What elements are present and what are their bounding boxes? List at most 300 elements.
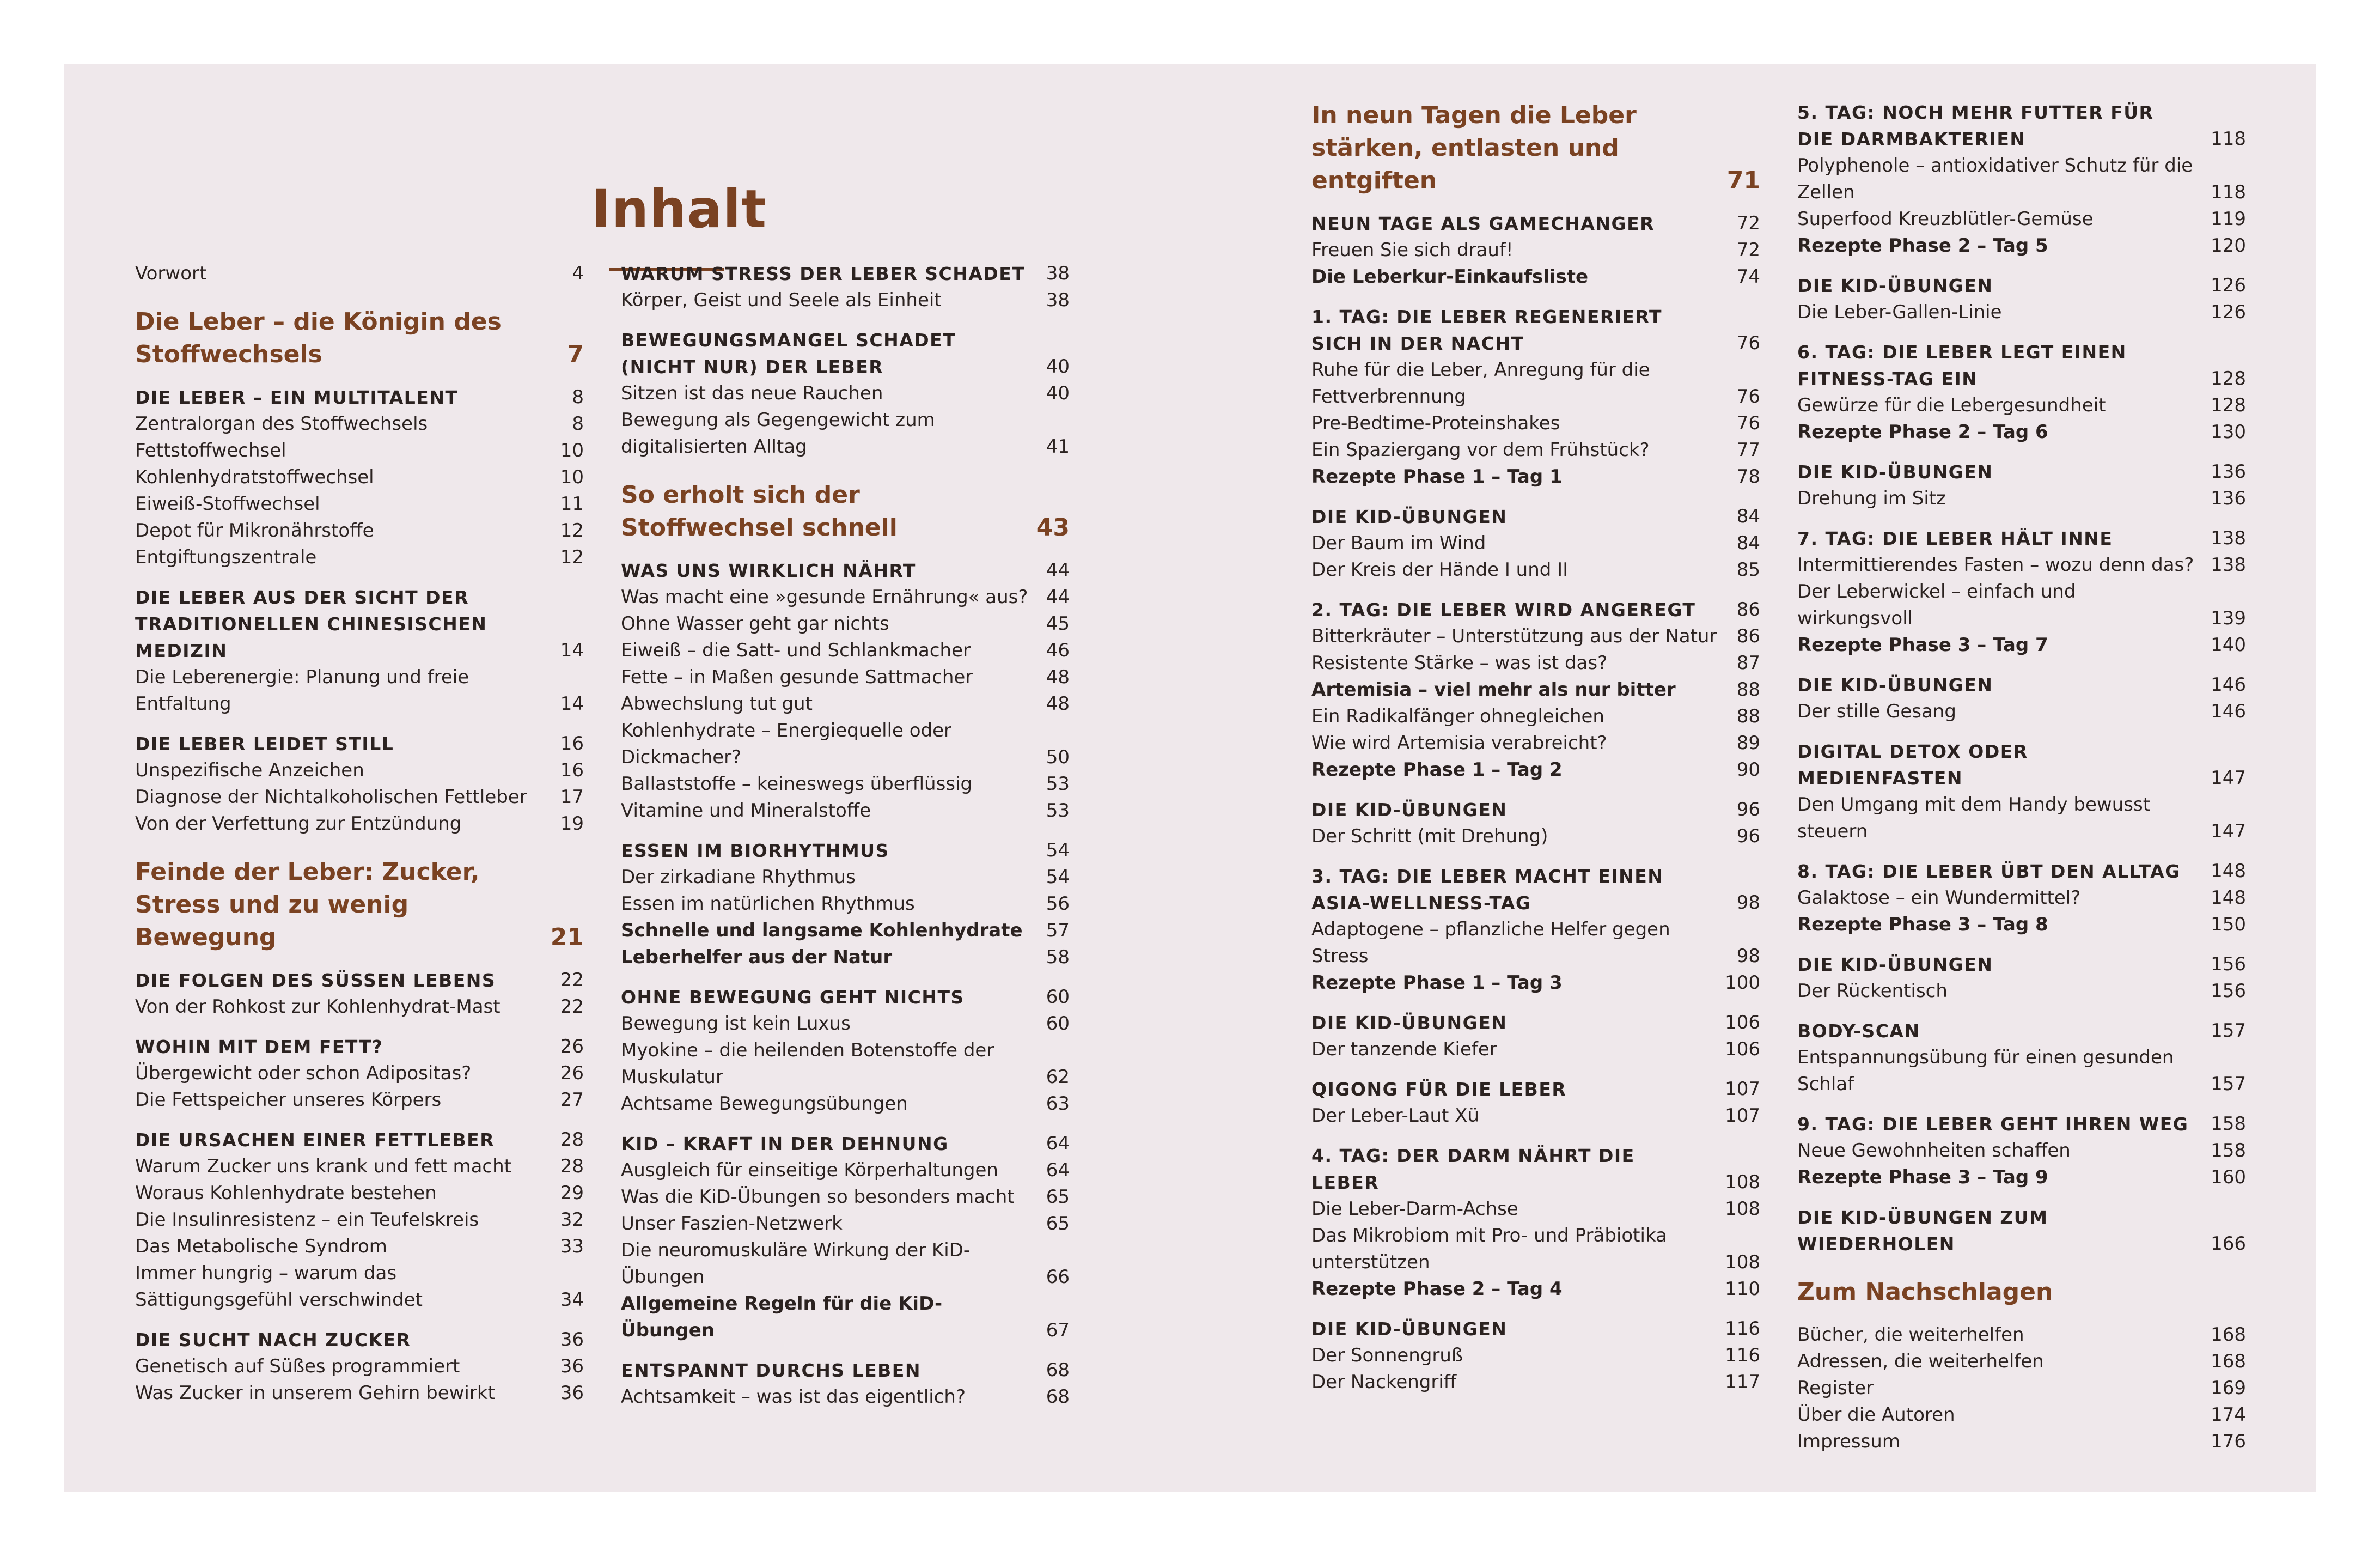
chapter-title: Zum Nachschlagen <box>1797 1278 2053 1306</box>
toc-entry <box>1311 1342 1760 1369</box>
toc-entry-title: DIE LEBER LEIDET STILL <box>135 733 394 755</box>
toc-page-number: 54 <box>1046 840 1070 861</box>
toc-entry-title: BEWEGUNGSMANGEL SCHADET (NICHT NUR) DER LEBER <box>621 330 956 378</box>
toc-entry <box>1797 698 2246 725</box>
toc-section-heading <box>1311 796 1760 823</box>
toc-entry-title: Freuen Sie sich drauf! <box>1311 239 1514 261</box>
toc-page-number: 60 <box>1046 986 1070 1008</box>
toc-entry <box>135 994 584 1020</box>
toc-page-number: 40 <box>1046 382 1070 404</box>
toc-section <box>135 384 584 571</box>
toc-entry-title: DIE URSACHEN EINER FETTLEBER <box>135 1129 495 1151</box>
toc-page-number: 53 <box>1046 773 1070 795</box>
toc-section-heading <box>621 327 1070 380</box>
toc-entry-title: Was Zucker in unserem Gehirn bewirkt <box>135 1382 495 1404</box>
toc-page-number: 98 <box>1736 945 1760 967</box>
toc-page-number: 28 <box>560 1129 584 1151</box>
toc-section <box>1797 672 2246 725</box>
toc-entry-title: Ballaststoffe – keineswegs überflüssig <box>621 773 973 795</box>
toc-page-number: 140 <box>2211 634 2246 656</box>
toc-section <box>621 1130 1070 1344</box>
toc-entry <box>1797 1348 2246 1375</box>
toc-entry-title: Körper, Geist und Seele als Einheit <box>621 289 942 311</box>
toc-entry <box>135 518 584 544</box>
toc-page-number: 36 <box>560 1329 584 1351</box>
toc-section <box>135 731 584 837</box>
toc-entry <box>1797 1402 2246 1428</box>
toc-page-number: 176 <box>2211 1431 2246 1452</box>
chapter-title: So erholt sich der Stoffwechsel schnell <box>621 481 898 542</box>
toc-entry-title: WARUM STRESS DER LEBER SCHADET <box>621 263 1026 284</box>
toc-entry <box>1797 911 2246 938</box>
toc-entry <box>135 544 584 571</box>
toc-entry <box>135 1153 584 1180</box>
toc-section-heading <box>1797 1204 2246 1257</box>
toc-entry-title: Der zirkadiane Rhythmus <box>621 866 856 888</box>
toc-section <box>1311 1009 1760 1063</box>
toc-entry-title: Bitterkräuter – Unterstützung aus der Natur <box>1311 625 1717 647</box>
toc-entry-title: WAS UNS WIRKLICH NÄHRT <box>621 560 916 581</box>
toc-entry <box>1797 552 2246 579</box>
toc-entry <box>1311 623 1760 650</box>
toc-entry <box>1311 357 1760 410</box>
toc-page-number: 128 <box>2211 394 2246 416</box>
toc-entry <box>621 1091 1070 1117</box>
chapter-heading <box>621 479 1070 544</box>
toc-section <box>135 1327 584 1407</box>
toc-entry-title: Rezepte Phase 3 – Tag 8 <box>1797 914 2048 935</box>
toc-entry-title: Was macht eine »gesunde Ernährung« aus? <box>621 586 1028 608</box>
toc-page-number: 22 <box>560 969 584 991</box>
toc-page-number: 86 <box>1736 625 1760 647</box>
toc-entry-title: Vitamine und Mineralstoffe <box>621 800 871 822</box>
toc-page-number: 72 <box>1736 239 1760 261</box>
toc-page-number: 110 <box>1725 1278 1760 1300</box>
toc-page-number: 63 <box>1046 1093 1070 1115</box>
toc-entry <box>135 464 584 491</box>
chapter-title: In neun Tagen die Leber stärken, entlasten und entgiften <box>1311 101 1637 194</box>
toc-entry <box>135 1060 584 1087</box>
toc-page-number: 28 <box>560 1155 584 1177</box>
toc-entry-title: Bücher, die weiterhelfen <box>1797 1324 2024 1346</box>
toc-entry-title: 7. TAG: DIE LEBER HÄLT INNE <box>1797 528 2113 549</box>
toc-page-number: 117 <box>1725 1371 1760 1393</box>
toc-entry-title: DIGITAL DETOX ODER MEDIENFASTEN <box>1797 741 2028 789</box>
toc-entry-title: Der Nackengriff <box>1311 1371 1457 1393</box>
toc-entry <box>135 411 584 437</box>
toc-section-heading <box>621 984 1070 1011</box>
toc-page-number: 29 <box>560 1182 584 1204</box>
toc-entry-title: Achtsamkeit – was ist das eigentlich? <box>621 1386 966 1408</box>
toc-page-number: 128 <box>2211 368 2246 390</box>
toc-entry <box>1797 632 2246 659</box>
toc-page-number: 68 <box>1046 1359 1070 1381</box>
chapter-heading <box>1797 1276 2246 1309</box>
toc-section <box>1311 1076 1760 1129</box>
toc-entry <box>1311 1369 1760 1396</box>
toc-entry-title: Eiweiß-Stoffwechsel <box>135 493 320 515</box>
toc-entry <box>621 1211 1070 1237</box>
toc-entry <box>1797 153 2246 206</box>
toc-entry <box>621 917 1070 944</box>
toc-entry-title: DIE KID-ÜBUNGEN <box>1797 275 1993 296</box>
toc-entry-title: Abwechslung tut gut <box>621 693 813 715</box>
toc-entry <box>135 437 584 464</box>
chapter-page-number: 21 <box>550 923 584 951</box>
toc-entry <box>1797 978 2246 1005</box>
toc-page-number: 62 <box>1046 1066 1070 1088</box>
toc-entry-title: Polyphenole – antioxidativer Schutz für die Zellen <box>1797 155 2193 203</box>
toc-entry <box>1311 1036 1760 1063</box>
toc-entry-title: Das Metabolische Syndrom <box>135 1236 387 1257</box>
chapter-page-number: 7 <box>567 340 584 368</box>
toc-entry-title: Depot für Mikronährstoffe <box>135 520 374 542</box>
toc-entry <box>621 1237 1070 1291</box>
toc-entry-title: Impressum <box>1797 1431 1900 1452</box>
toc-page-number: 118 <box>2211 128 2246 150</box>
toc-entry <box>621 1184 1070 1211</box>
toc-page-number: 76 <box>1736 412 1760 434</box>
toc-section <box>1311 303 1760 490</box>
toc-page-number: 168 <box>2211 1324 2246 1346</box>
toc-entry-title: 4. TAG: DER DARM NÄHRT DIE LEBER <box>1311 1145 1635 1193</box>
toc-page-number: 136 <box>2211 461 2246 483</box>
toc-entry-title: Ausgleich für einseitige Körperhaltungen <box>621 1159 998 1181</box>
toc-entry-title: Bewegung ist kein Luxus <box>621 1013 851 1035</box>
toc-page-number: 84 <box>1736 532 1760 554</box>
toc-entry <box>1797 206 2246 233</box>
toc-entry-title: ESSEN IM BIORHYTHMUS <box>621 840 889 861</box>
toc-page-number: 76 <box>1736 386 1760 408</box>
toc-page-number: 10 <box>560 440 584 461</box>
toc-section-heading <box>1797 459 2246 485</box>
toc-entry <box>1797 579 2246 632</box>
toc-entry-title: 5. TAG: NOCH MEHR FUTTER FÜR DIE DARMBAKTERIEN <box>1797 102 2154 150</box>
toc-entry-title: Über die Autoren <box>1797 1404 1955 1426</box>
toc-entry-title: ENTSPANNT DURCHS LEBEN <box>621 1360 921 1381</box>
toc-entry-title: Adressen, die weiterhelfen <box>1797 1351 2044 1372</box>
toc-entry-title: Rezepte Phase 1 – Tag 3 <box>1311 972 1563 994</box>
toc-entry <box>621 664 1070 691</box>
toc-section-heading <box>135 1327 584 1353</box>
toc-page-number: 136 <box>2211 488 2246 509</box>
toc-entry-title: KID – KRAFT IN DER DEHNUNG <box>621 1133 949 1154</box>
toc-entry <box>1797 233 2246 259</box>
toc-page-number: 96 <box>1736 825 1760 847</box>
toc-section <box>1311 796 1760 850</box>
toc-section-heading <box>135 731 584 757</box>
toc-entry <box>135 1207 584 1233</box>
toc-entry-title: WOHIN MIT DEM FETT? <box>135 1036 383 1057</box>
toc-section-heading <box>135 967 584 994</box>
toc-section-heading <box>1311 597 1760 623</box>
toc-entry-title: DIE KID-ÜBUNGEN <box>1797 674 1993 696</box>
toc-page-number: 53 <box>1046 800 1070 822</box>
toc-entry-title: Rezepte Phase 2 – Tag 6 <box>1797 421 2048 443</box>
toc-page-number: 26 <box>560 1036 584 1057</box>
toc-page-number: 60 <box>1046 1013 1070 1035</box>
toc-entry <box>1311 530 1760 557</box>
toc-entry-title: Rezepte Phase 3 – Tag 7 <box>1797 634 2048 656</box>
toc-entry-title: Neue Gewohnheiten schaffen <box>1797 1140 2071 1161</box>
toc-entry-title: Der stille Gesang <box>1797 701 1956 722</box>
toc-entry-title: QIGONG FÜR DIE LEBER <box>1311 1079 1567 1100</box>
toc-entry-title: OHNE BEWEGUNG GEHT NICHTS <box>621 987 965 1008</box>
toc-entry-title: DIE KID-ÜBUNGEN <box>1311 506 1508 527</box>
toc-page-number: 146 <box>2211 674 2246 696</box>
toc-section-heading <box>1311 503 1760 530</box>
toc-entry <box>135 1087 584 1114</box>
toc-section <box>1311 1316 1760 1396</box>
toc-section-heading <box>1797 738 2246 792</box>
toc-entry <box>1311 1103 1760 1129</box>
toc-entry-title: Allgemeine Regeln für die KiD-Übungen <box>621 1293 943 1341</box>
toc-entry-title: Der Schritt (mit Drehung) <box>1311 825 1548 847</box>
toc-page-number: 130 <box>2211 421 2246 443</box>
toc-page-number: 119 <box>2211 208 2246 230</box>
toc-section <box>135 584 584 717</box>
toc-page-number: 120 <box>2211 235 2246 257</box>
toc-entry-title: Bewegung als Gegengewicht zum digitalisierten Alltag <box>621 409 935 458</box>
toc-section-heading <box>1797 1111 2246 1138</box>
toc-entry-title: Den Umgang mit dem Handy bewusst steuern <box>1797 794 2151 842</box>
toc-entry <box>1311 916 1760 970</box>
toc-page-number: 22 <box>560 996 584 1018</box>
toc-entry-title: Der Leberwickel – einfach und wirkungsvoll <box>1797 581 2076 629</box>
toc-entry-title: DIE KID-ÜBUNGEN <box>1311 799 1508 820</box>
toc-page-number: 4 <box>572 263 584 284</box>
toc-page-number: 76 <box>1736 332 1760 354</box>
toc-entry-title: DIE LEBER AUS DER SICHT DER TRADITIONELLEN CHINESISCHEN MEDIZIN <box>135 587 487 661</box>
toc-page-number: 108 <box>1725 1251 1760 1273</box>
toc-page-number: 57 <box>1046 920 1070 941</box>
toc-page-number: 66 <box>1046 1266 1070 1288</box>
toc-section-heading <box>621 557 1070 584</box>
toc-page-number: 98 <box>1736 892 1760 914</box>
toc-entry-title: Fette – in Maßen gesunde Sattmacher <box>621 666 973 688</box>
toc-page-number: 45 <box>1046 613 1070 635</box>
toc-entry <box>135 1180 584 1207</box>
toc-entry <box>135 1233 584 1260</box>
toc-entry <box>1311 703 1760 730</box>
toc-entry <box>1311 264 1760 290</box>
chapter-heading <box>135 306 584 371</box>
toc-page-number: 40 <box>1046 356 1070 378</box>
toc-page-number: 90 <box>1736 759 1760 781</box>
toc-page-number: 169 <box>2211 1377 2246 1399</box>
chapter-title: Feinde der Leber: Zucker, Stress und zu wenig Bewegung <box>135 858 480 951</box>
toc-page-number: 44 <box>1046 559 1070 581</box>
toc-entry <box>621 1291 1070 1344</box>
toc-page-number: 33 <box>560 1236 584 1257</box>
toc-page-number: 147 <box>2211 767 2246 789</box>
toc-page-number: 64 <box>1046 1133 1070 1154</box>
toc-section-heading <box>135 584 584 664</box>
toc-entry-title: Kohlenhydrate – Energiequelle oder Dickmacher? <box>621 720 952 768</box>
toc-section-heading <box>1311 863 1760 916</box>
toc-entry-title: Leberhelfer aus der Natur <box>621 946 893 968</box>
toc-page-number: 100 <box>1725 972 1760 994</box>
toc-entry-title: Die neuromuskuläre Wirkung der KiD-Übungen <box>621 1239 971 1288</box>
toc-entry <box>1311 1276 1760 1303</box>
chapter-page-number: 43 <box>1036 514 1070 542</box>
toc-entry <box>621 637 1070 664</box>
toc-entry-title: DIE LEBER – EIN MULTITALENT <box>135 387 459 408</box>
toc-entry-title: Der tanzende Kiefer <box>1311 1038 1497 1060</box>
chapter-heading <box>1311 99 1760 197</box>
toc-page-number: 41 <box>1046 436 1070 458</box>
toc-page-number: 146 <box>2211 701 2246 722</box>
toc-entry <box>135 664 584 717</box>
toc-section <box>1797 99 2246 259</box>
toc-entry-title: Entspannungsübung für einen gesunden Schlaf <box>1797 1047 2174 1095</box>
toc-entry-title: DIE FOLGEN DES SÜSSEN LEBENS <box>135 970 496 991</box>
toc-section <box>135 260 584 287</box>
toc-entry-title: Ruhe für die Leber, Anregung für die Fettverbrennung <box>1311 359 1650 408</box>
toc-entry-title: DIE KID-ÜBUNGEN <box>1311 1318 1508 1340</box>
toc-page-number: 48 <box>1046 693 1070 715</box>
toc-page-number: 74 <box>1736 266 1760 288</box>
toc-entry <box>135 260 584 287</box>
toc-page-number: 107 <box>1725 1078 1760 1100</box>
toc-section-heading <box>621 260 1070 287</box>
toc-entry <box>621 1384 1070 1410</box>
toc-entry-title: Vorwort <box>135 263 207 284</box>
toc-page-number: 78 <box>1736 466 1760 488</box>
toc-page-number: 157 <box>2211 1073 2246 1095</box>
toc-page-number: 139 <box>2211 607 2246 629</box>
toc-entry-title: DIE SUCHT NACH ZUCKER <box>135 1329 411 1351</box>
toc-page-number: 44 <box>1046 586 1070 608</box>
toc-page-number: 116 <box>1725 1318 1760 1340</box>
toc-section <box>135 1033 584 1114</box>
toc-section <box>1797 339 2246 446</box>
toc-entry-title: Das Mikrobiom mit Pro- und Präbiotika unterstützen <box>1311 1225 1667 1273</box>
toc-entry <box>1311 970 1760 996</box>
toc-page-number: 14 <box>560 693 584 715</box>
toc-page-number: 150 <box>2211 914 2246 935</box>
toc-section <box>1797 525 2246 659</box>
toc-entry-title: Fettstoffwechsel <box>135 440 286 461</box>
toc-entry-title: Register <box>1797 1377 1874 1399</box>
toc-page-number: 27 <box>560 1089 584 1111</box>
toc-page-number: 58 <box>1046 946 1070 968</box>
toc-page-number: 19 <box>560 813 584 835</box>
toc-section <box>621 260 1070 314</box>
toc-entry <box>1797 1428 2246 1455</box>
chapter-heading <box>135 856 584 954</box>
toc-entry-title: Rezepte Phase 1 – Tag 2 <box>1311 759 1563 781</box>
toc-page-number: 65 <box>1046 1186 1070 1208</box>
toc-section-heading <box>135 384 584 411</box>
toc-page-number: 17 <box>560 786 584 808</box>
toc-entry-title: DIE KID-ÜBUNGEN ZUM WIEDERHOLEN <box>1797 1207 2048 1255</box>
toc-entry <box>1797 1375 2246 1402</box>
toc-entry <box>621 1037 1070 1091</box>
toc-page-number: 156 <box>2211 953 2246 975</box>
toc-page-number: 8 <box>572 413 584 435</box>
toc-entry-title: Warum Zucker uns krank und fett macht <box>135 1155 511 1177</box>
toc-section-heading <box>1311 303 1760 357</box>
toc-entry <box>1797 1164 2246 1191</box>
toc-entry-title: Superfood Kreuzblütler-Gemüse <box>1797 208 2094 230</box>
toc-column-3 <box>1311 99 1760 1396</box>
toc-section <box>1797 738 2246 845</box>
toc-section <box>1797 272 2246 326</box>
toc-entry-title: 9. TAG: DIE LEBER GEHT IHREN WEG <box>1797 1114 2189 1135</box>
toc-entry-title: 3. TAG: DIE LEBER MACHT EINEN ASIA-WELLNESS-TAG <box>1311 866 1664 914</box>
toc-entry <box>1311 410 1760 437</box>
toc-section-heading <box>1797 672 2246 698</box>
toc-entry-title: DIE KID-ÜBUNGEN <box>1797 461 1993 483</box>
toc-entry <box>135 1353 584 1380</box>
toc-section <box>1311 1142 1760 1303</box>
toc-page-number: 138 <box>2211 554 2246 576</box>
toc-page-number: 56 <box>1046 893 1070 915</box>
toc-section-heading <box>1797 1018 2246 1044</box>
toc-page-number: 36 <box>560 1382 584 1404</box>
toc-section-heading <box>1311 1009 1760 1036</box>
toc-entry-title: 2. TAG: DIE LEBER WIRD ANGEREGT <box>1311 599 1696 621</box>
toc-section-heading <box>135 1033 584 1060</box>
toc-entry-title: Intermittierendes Fasten – wozu denn das? <box>1797 554 2194 576</box>
toc-section-heading <box>1311 210 1760 237</box>
toc-page-number: 118 <box>2211 181 2246 203</box>
page-title: Inhalt <box>591 179 767 240</box>
toc-page-number: 89 <box>1736 732 1760 754</box>
toc-page-number: 108 <box>1725 1171 1760 1193</box>
toc-page-number: 86 <box>1736 599 1760 621</box>
toc-page-number: 160 <box>2211 1166 2246 1188</box>
toc-entry <box>1797 792 2246 845</box>
toc-entry-title: Der Sonnengruß <box>1311 1345 1463 1366</box>
toc-section <box>621 1357 1070 1410</box>
toc-page-number: 106 <box>1725 1012 1760 1033</box>
toc-section <box>1797 858 2246 938</box>
toc-section-heading <box>1797 951 2246 978</box>
toc-entry-title: Essen im natürlichen Rhythmus <box>621 893 915 915</box>
toc-entry <box>621 380 1070 407</box>
toc-entry-title: Die Leberenergie: Planung und freie Entfaltung <box>135 666 469 715</box>
toc-section <box>1797 951 2246 1005</box>
toc-page-number: 126 <box>2211 275 2246 296</box>
toc-section-heading <box>621 1130 1070 1157</box>
toc-entry-title: Entgiftungszentrale <box>135 546 317 568</box>
toc-entry <box>1797 392 2246 419</box>
toc-entry-title: Ein Radikalfänger ohnegleichen <box>1311 705 1604 727</box>
toc-entry <box>621 864 1070 891</box>
toc-section <box>621 557 1070 824</box>
toc-page-number: 16 <box>560 759 584 781</box>
toc-entry-title: Achtsame Bewegungsübungen <box>621 1093 908 1115</box>
toc-entry-title: Diagnose der Nichtalkoholischen Fettleber <box>135 786 527 808</box>
toc-entry-title: Rezepte Phase 3 – Tag 9 <box>1797 1166 2048 1188</box>
toc-entry <box>1311 730 1760 757</box>
toc-page-number: 148 <box>2211 887 2246 909</box>
toc-entry <box>621 771 1070 798</box>
toc-page-number: 34 <box>560 1289 584 1311</box>
toc-entry-title: Galaktose – ein Wundermittel? <box>1797 887 2081 909</box>
toc-page-number: 96 <box>1736 799 1760 820</box>
toc-entry-title: Unspezifische Anzeichen <box>135 759 364 781</box>
toc-page-number: 16 <box>560 733 584 755</box>
toc-entry-title: DIE KID-ÜBUNGEN <box>1311 1012 1508 1033</box>
toc-page-number: 46 <box>1046 640 1070 661</box>
toc-entry-title: Ohne Wasser geht gar nichts <box>621 613 889 635</box>
toc-page-number: 48 <box>1046 666 1070 688</box>
toc-entry-title: Schnelle und langsame Kohlenhydrate <box>621 920 1023 941</box>
toc-entry <box>1311 557 1760 583</box>
